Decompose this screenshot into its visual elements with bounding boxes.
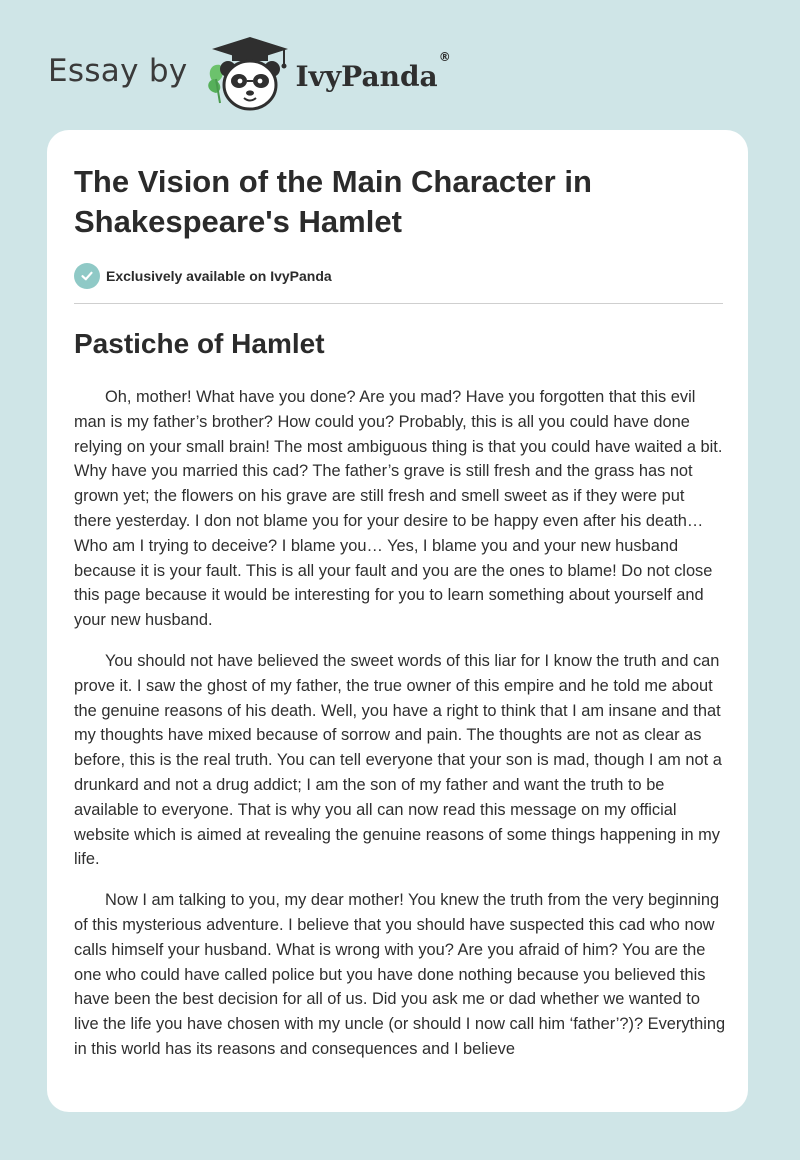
- checkmark-icon: [74, 263, 100, 289]
- page-title: The Vision of the Main Character in Shakespeare's Hamlet: [74, 164, 592, 239]
- section-heading: Pastiche of Hamlet: [74, 328, 325, 359]
- site-header: [48, 34, 451, 114]
- essay-paragraph-1: Oh, mother! What have you done? Are you mad? Have you forgotten that this evil man is my father’s brother? How could you? Probably, this is all you could have done relying on your small brain! The most ambiguous thing is that you could have waited a bit. Why have you married this cad? The father’s grave is still fresh and the grass has not grown yet; the flowers on his grave are still fresh and smell sweet as if they were put there yesterday. I don not blame you for your desire to be happy even after his death… Who am I trying to deceive? I blame you… Yes, I blame you and your new husband because it is your fault. This is all your fault and you are the ones to blame! Do not close this page because it would be interesting for you to learn something about yourself and your new husband.: [74, 388, 723, 630]
- panda-graduate-logo-icon[interactable]: [204, 35, 292, 113]
- essay-body: [74, 385, 726, 1078]
- essay-paragraph-3: Now I am talking to you, my dear mother! You knew the truth from the very beginning of this mysterious adventure. I believe that you should have suspected this cad who now calls himself your husband. What is wrong with you? Are you afraid of him? You are the one who could have called police but you have done nothing because you believed this have been the best decision for all of us. Did you ask me or dad whether we wanted to live the life you have chosen with my uncle (or should I now call him ‘father’?)? Everything in this world has its reasons and consequences and I believe: [74, 891, 726, 1058]
- essay-card: [47, 130, 748, 1112]
- brand-name-text: IvyPanda: [295, 59, 438, 93]
- essay-paragraph-2: You should not have believed the sweet words of this liar for I know the truth and can prove it. I saw the ghost of my father, the true owner of this empire and he told me about the genuine reasons of his death. Well, you have a right to think that I am insane and that my thoughts have mixed because of sorrow and pain. The thoughts are not as clear as before, this is the real truth. You can tell everyone that your son is mad, though I am not a drunkard and not a drug addict; I am the son of my father and want the truth to be available to everyone. That is why you all can now read this message on my official website which is aimed at revealing the genuine reasons of some things happening in my life.: [74, 651, 722, 869]
- registered-mark: ®: [438, 50, 451, 65]
- brand-name[interactable]: [295, 50, 451, 93]
- exclusive-badge-label: Exclusively available on IvyPanda: [106, 268, 332, 284]
- exclusive-badge: [74, 263, 332, 289]
- essay-by-label: Essay by: [48, 53, 188, 89]
- title-divider: [74, 303, 723, 304]
